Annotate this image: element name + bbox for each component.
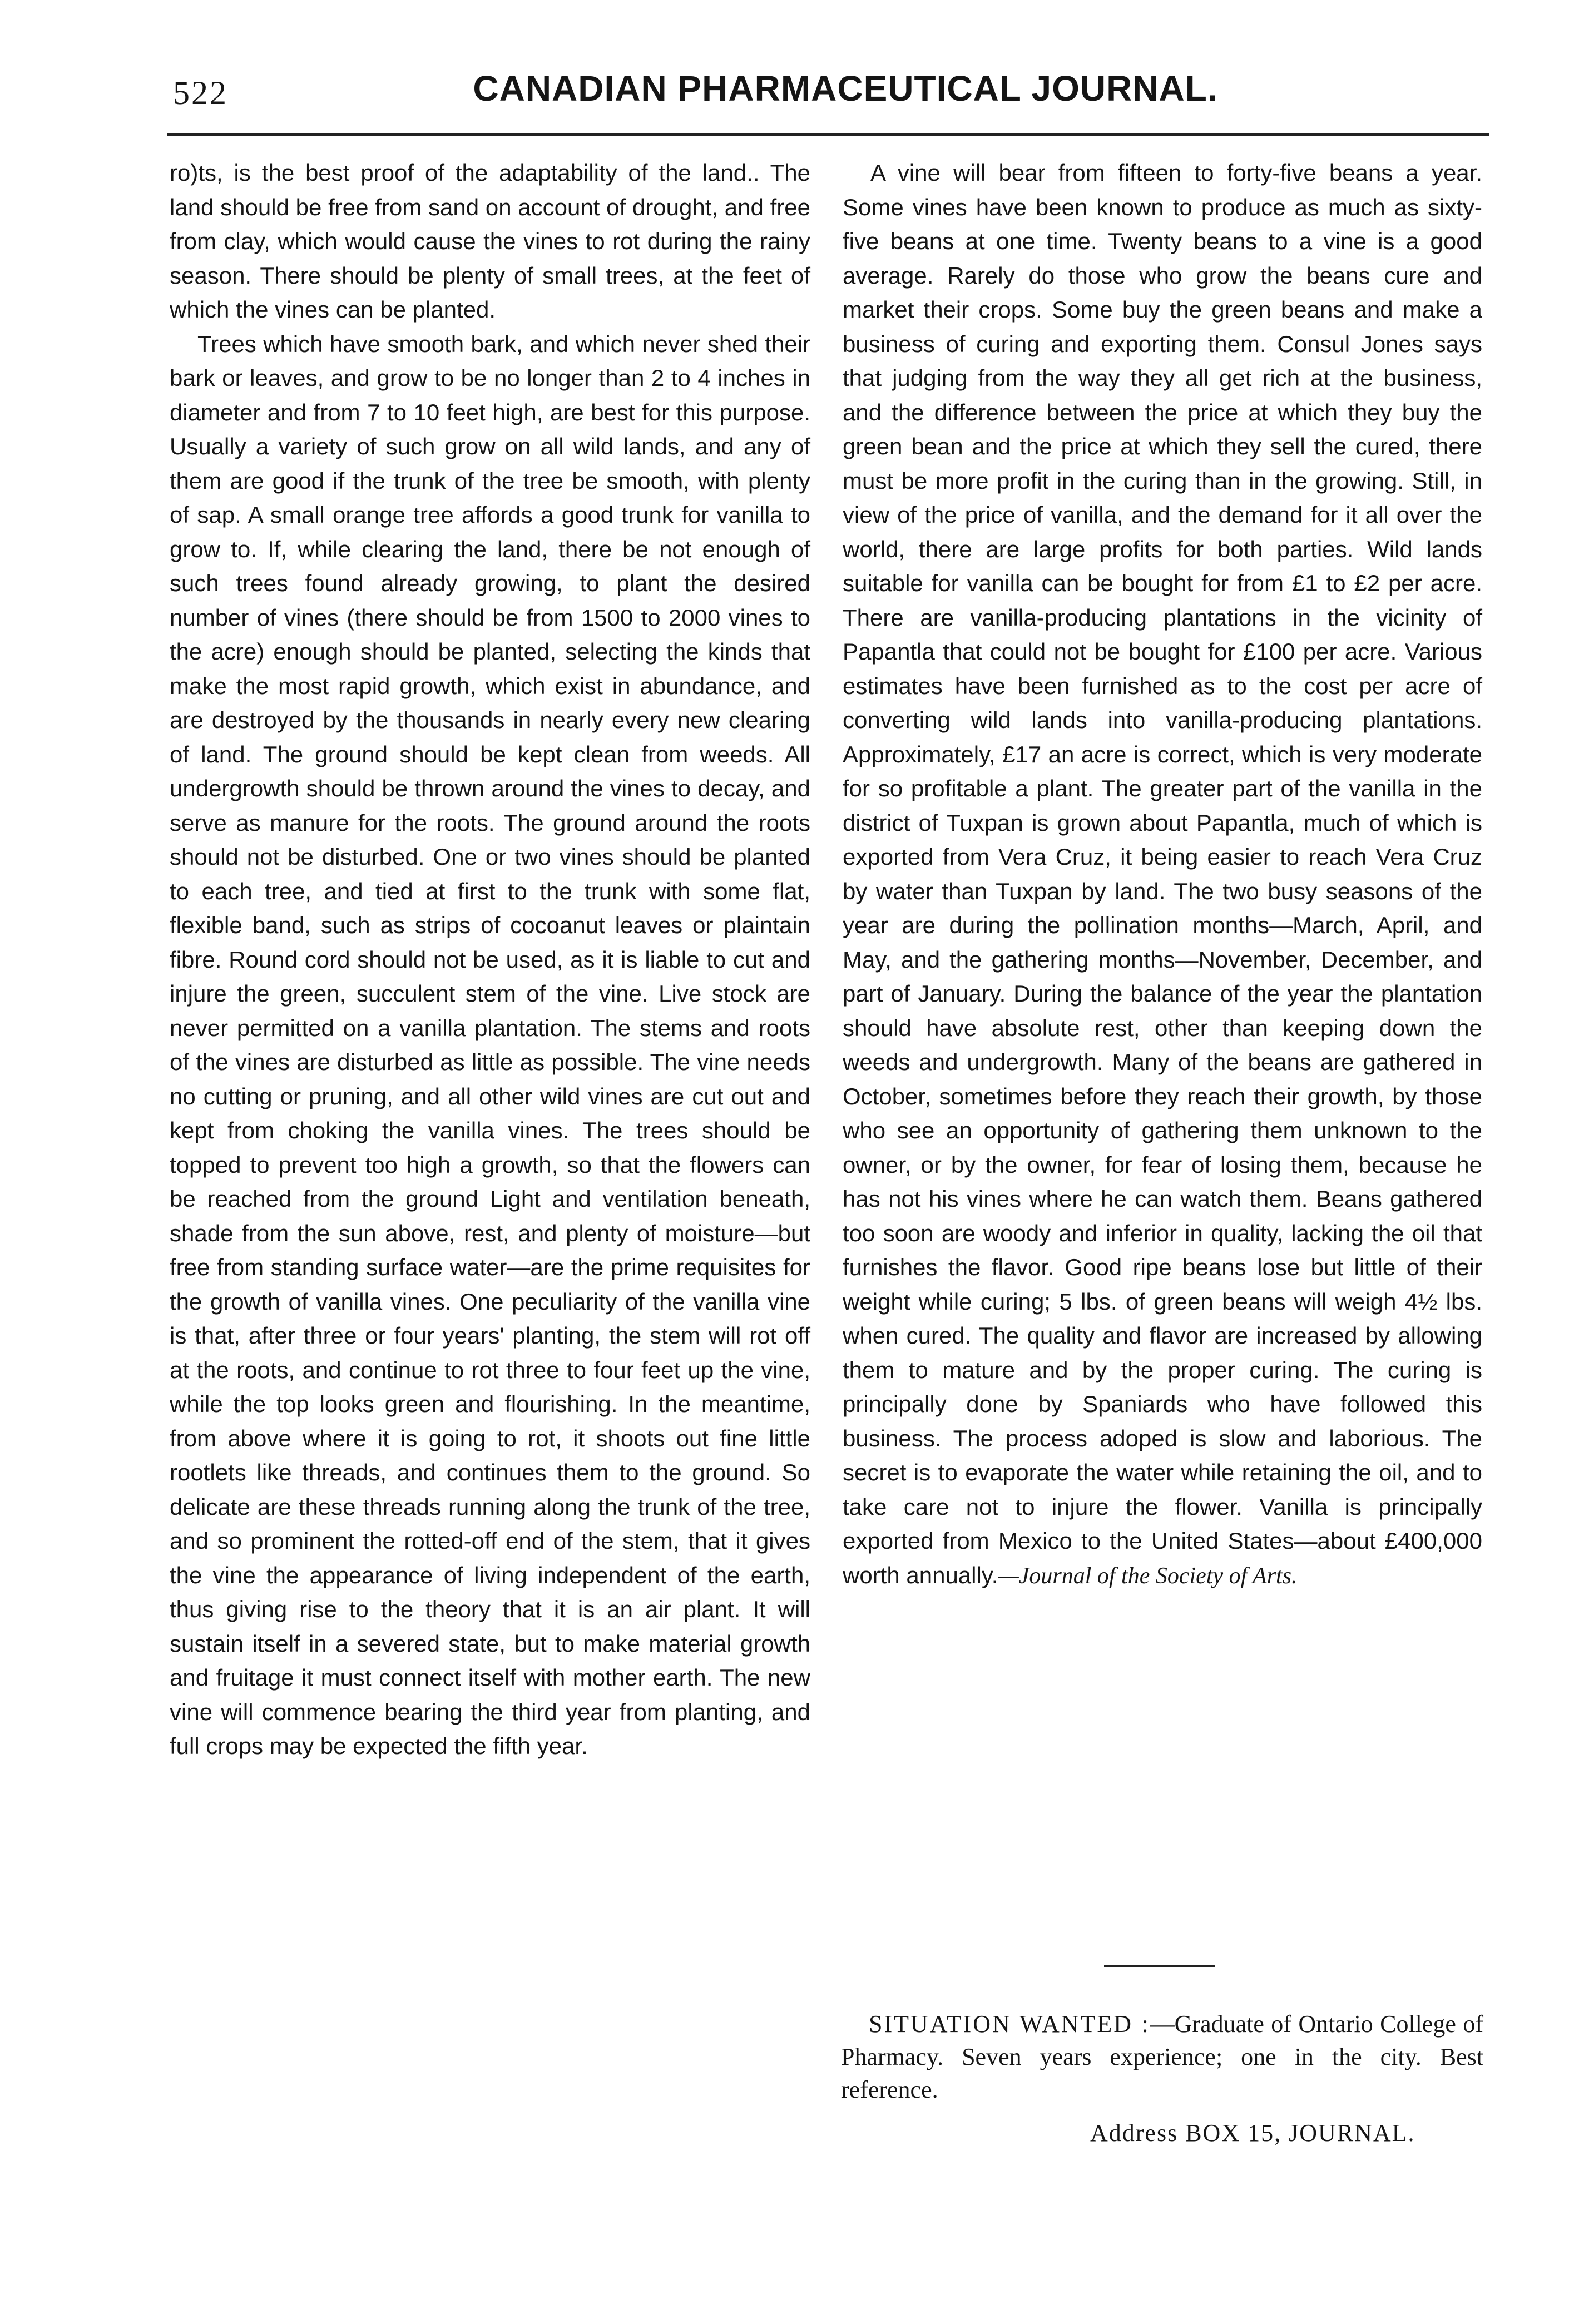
article-paragraph-text: A vine will bear from fifteen to forty-five beans a year. Some vines have been known to produce as much as sixty-five beans at one time. Twenty beans to a vine is a good average. Rarely do those who grow the beans cure and market their crops. Some buy the green beans and make a business of curing and exporting them. Consul Jones says that judging from the way they all get rich at the business, and the difference between the price at which they buy the green bean and the price at which they sell the cured, there must be more profit in the curing than in the growing. Still, in view of the price of vanilla, and the demand for it all over the world, there are large profits for both parties. Wild lands suitable for vanilla can be bought for from £1 to £2 per acre. There are vanilla-producing plantations in the vicinity of Papantla that could not be bought for £100 per acre. Various estimates have been furnished as to the cost per acre of converting wild lands into vanilla-producing plantations. Approximately, £17 an acre is correct, which is very moderate for so profitable a plant. The greater part of the vanilla in the district of Tuxpan is grown about Papantla, much of which is exported from Vera Cruz, it being easier to reach Vera Cruz by water than Tuxpan by land. The two busy seasons of the year are during the pollination months—March, April, and May, and the gathering months—November, December, and part of January. During the balance of the year the plantation should have absolute rest, other than keeping down the weeds and undergrowth. Many of the beans are gathered in October, sometimes before they reach their growth, by those who see an opportunity of gathering them unknown to the owner, or by the owner, for fear of losing them, because he has not his vines where he can watch them. Beans gathered too soon are woody and inferior in quality, lacking the oil that furnishes the flavor. Good ripe beans lose but little of their weight while curing; 5 lbs. of green beans will weigh 4½ lbs. when cured. The quality and flavor are increased by allowing them to mature and by the proper curing. The curing is principally done by Spaniards who have followed this business. The process adoped is slow and laborious. The secret is to evaporate the water while retaining the oil, and to take care not to injure the flower. Vanilla is principally exported from Mexico to the United States—about £400,000 worth annually. (843, 160, 1482, 1588)
source-citation: —Journal of the Society of Arts. (998, 1563, 1298, 1589)
situation-wanted-ad (841, 2008, 1483, 2106)
article-paragraph: Trees which have smooth bark, and which never shed their bark or leaves, and grow to be no longer than 2 to 4 inches in diameter and from 7 to 10 feet high, are best for this purpose. Usually a variety of such grow on all wild lands, and any of them are good if the trunk of the tree be smooth, with plenty of sap. A small orange tree affords a good trunk for vanilla to grow to. If, while clearing the land, there be not enough of such trees found already growing, to plant the desired number of vines (there should be from 1500 to 2000 vines to the acre) enough should be planted, selecting the kinds that make the most rapid growth, which exist in abundance, and are destroyed by the thousands in nearly every new clearing of land. The ground should be kept clean from weeds. All undergrowth should be thrown around the vines to decay, and serve as manure for the roots. The ground around the roots should not be disturbed. One or two vines should be planted to each tree, and tied at first to the trunk with some flat, flexible band, such as strips of cocoanut leaves or plaintain fibre. Round cord should not be used, as it is liable to cut and injure the green, succulent stem of the vine. Live stock are never permitted on a vanilla plantation. The stems and roots of the vines are disturbed as little as possible. The vine needs no cutting or pruning, and all other wild vines are cut out and kept from choking the vanilla vines. The trees should be topped to prevent too high a growth, so that the flowers can be reached from the ground Light and ventilation beneath, shade from the sun above, rest, and plenty of moisture—but free from standing surface water—are the prime requisites for the growth of vanilla vines. One peculiarity of the vanilla vine is that, after three or four years' planting, the stem will rot off at the roots, and continue to rot three to four feet up the vine, while the top looks green and flourishing. In the meantime, from above where it is going to rot, it shoots out fine little rootlets like threads, and continues them to the ground. So delicate are these threads running along the trunk of the tree, and so prominent the rotted-off end of the stem, that it gives the vine the appearance of living independent of the earth, thus giving rise to the theory that it is an air plant. It will sustain itself in a severed state, but to make material growth and fruitage it must connect itself with mother earth. The new vine will commence bearing the third year from planting, and full crops may be expected the fifth year. (170, 330, 810, 1759)
ad-text (841, 2008, 1483, 2106)
page-number: 522 (173, 75, 228, 111)
ad-body: —Graduate of Ontario College of Pharmacy. Seven years experience; one in the city. Best reference. (841, 2010, 1483, 2103)
ad-address: Address BOX 15, JOURNAL. (1090, 2119, 1415, 2147)
ad-heading: SITUATION WANTED : (869, 2010, 1150, 2038)
journal-title: CANADIAN PHARMACEUTICAL JOURNAL. (473, 68, 1218, 108)
article-paragraph: ro)ts, is the best proof of the adaptability of the land.. The land should be free from sand on account of drought, and free from clay, which would cause the vines to rot during the rainy season. There should be plenty of small trees, at the feet of which the vines can be planted. (170, 160, 810, 323)
article-right-column (843, 156, 1482, 1593)
header-rule (167, 133, 1489, 136)
article-left-column (170, 156, 810, 1763)
section-divider (1104, 1965, 1215, 1967)
article-paragraph (843, 156, 1482, 1593)
